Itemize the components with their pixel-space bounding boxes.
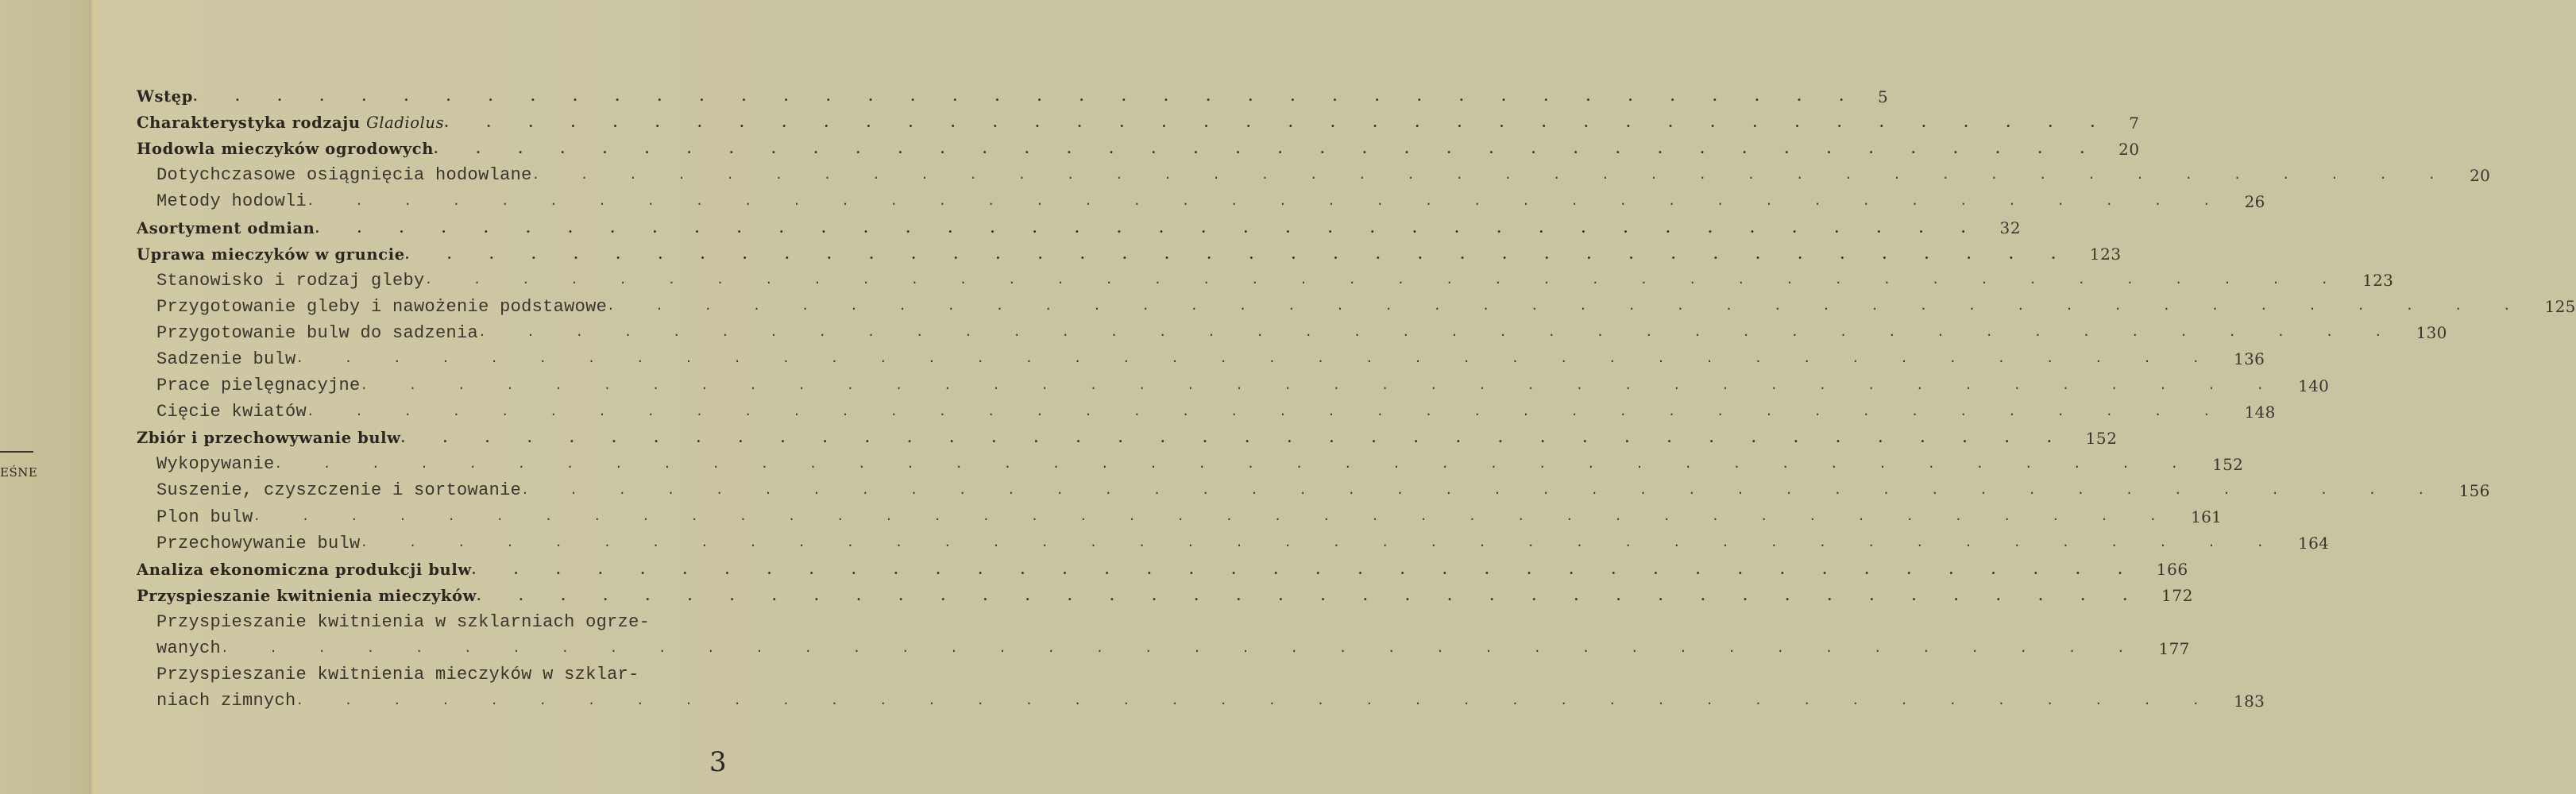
- divider-rule: [0, 451, 33, 453]
- toc-entry: [137, 372, 2330, 399]
- toc-entry: [137, 425, 2118, 451]
- toc-entry: [137, 530, 2330, 557]
- toc-entry-page: 26: [2244, 191, 2265, 211]
- toc-entry: [137, 477, 2490, 503]
- toc-entry-title: Hodowla mieczyków ogrodowych: [137, 140, 434, 159]
- dot-leader: . . . . . . . . . . . . . . . . . . . . . . . . . . . . . . . . . . . . . . . .: [531, 168, 2453, 183]
- toc-entry-page: 130: [2416, 323, 2447, 343]
- toc-entry-page: 177: [2158, 638, 2190, 658]
- toc-entry-title: Przygotowanie bulw do sadzenia: [156, 322, 479, 343]
- toc-entry-page: 20: [2470, 165, 2491, 185]
- toc-entry-page: 166: [2156, 560, 2188, 580]
- toc-entry-title: Wykopywanie: [156, 454, 275, 475]
- toc-entry: [137, 688, 2265, 714]
- toc-entry: [137, 557, 2188, 583]
- toc-entry: [137, 583, 2194, 609]
- dot-leader: . . . . . . . . . . . . . . . . . . . . . . . . . . . . . . . . . . . . . . . .: [274, 457, 2196, 472]
- left-page: [0, 0, 95, 794]
- toc-entry-title: Stanowisko i rodzaj gleby: [156, 270, 425, 291]
- left-page-text-fragment: EŚNE: [0, 465, 38, 480]
- toc-entry: [137, 609, 728, 635]
- dot-leader: . . . . . . . . . . . . . . . . . . . . . . . . . . . . . . . . . . . . . . . .: [192, 89, 1860, 105]
- dot-leader: . . . . . . . . . . . . . . . . . . . . . . . . . . . . . . . . . . . . . . . .: [471, 561, 2139, 577]
- toc-entry-page: 183: [2234, 691, 2265, 711]
- toc-entry-title: Dotychczasowe osiągnięcia hodowlane: [156, 165, 532, 186]
- toc-entry-page: 5: [1878, 87, 1889, 106]
- dot-leader: . . . . . . . . . . . . . . . . . . . . . . . . . . . . . . . . . . . . . . . .: [478, 326, 2399, 341]
- toc-entry-title: Wstęp: [137, 87, 193, 106]
- toc-entry: [137, 320, 2447, 346]
- toc-entry: [137, 214, 2022, 241]
- dot-leader: . . . . . . . . . . . . . . . . . . . . . . . . . . . . . . . . . . . . . . . .: [307, 404, 2227, 419]
- toc-entry-title: wanych: [156, 638, 222, 659]
- toc-entry-page: 164: [2298, 534, 2330, 553]
- toc-entry-title: Metody hodowli: [156, 191, 307, 212]
- toc-entry: [137, 83, 1889, 110]
- dot-leader: . . . . . . . . . . . . . . . . . . . . . . . . . . . . . . . . . . . . . . . .: [315, 220, 1983, 236]
- toc-entry-page: 148: [2244, 402, 2276, 422]
- toc-entry: [137, 399, 2276, 425]
- table-of-contents: [137, 83, 2576, 714]
- dot-leader: . . . . . . . . . . . . . . . . . . . . . . . . . . . . . . . . . . . . . . . .: [444, 115, 2112, 131]
- toc-entry: [137, 661, 728, 688]
- toc-entry: [137, 241, 2122, 268]
- dot-leader: . . . . . . . . . . . . . . . . . . . . . . . . . . . . . . . . . . . . . . . .: [221, 641, 2142, 656]
- toc-entry: [137, 110, 2140, 136]
- toc-entry-title: Przygotowanie gleby i nawożenie podstawowe: [156, 296, 608, 317]
- toc-entry-title: Zbiór i przechowywanie bulw: [137, 429, 401, 448]
- toc-entry: [137, 136, 2140, 162]
- toc-entry-page: 172: [2161, 586, 2194, 606]
- toc-entry-title: Suszenie, czyszczenie i sortowanie: [156, 480, 522, 501]
- dot-leader: . . . . . . . . . . . . . . . . . . . . . . . . . . . . . . . . . . . . . . . .: [360, 536, 2281, 551]
- dot-leader: . . . . . . . . . . . . . . . . . . . . . . . . . . . . . . . . . . . . . . . .: [295, 693, 2217, 708]
- toc-entry-title: Asortyment odmian: [137, 218, 315, 237]
- dot-leader: . . . . . . . . . . . . . . . . . . . . . . . . . . . . . . . . . . . . . . . .: [400, 430, 2068, 446]
- toc-entry-page: 140: [2298, 376, 2330, 395]
- toc-entry-title: Uprawa mieczyków w gruncie: [137, 245, 405, 264]
- toc-entry: [137, 162, 2491, 188]
- dot-leader: . . . . . . . . . . . . . . . . . . . . . . . . . . . . . . . . . . . . . . . .: [434, 141, 2102, 157]
- toc-entry-page: 156: [2458, 480, 2490, 500]
- toc-entry-page: 123: [2089, 245, 2122, 264]
- toc-entry: [137, 346, 2265, 372]
- toc-entry-page: 7: [2129, 113, 2140, 133]
- toc-entry-title-italic: Gladiolus: [366, 114, 445, 133]
- toc-entry-page: 20: [2118, 139, 2140, 159]
- dot-leader: . . . . . . . . . . . . . . . . . . . . . . . . . . . . . . . . . . . . . . . .: [404, 246, 2072, 262]
- toc-entry-title: Przyspieszanie kwitnienia mieczyków w szklar-: [156, 665, 639, 685]
- toc-entry-page: 32: [1999, 218, 2022, 238]
- toc-entry-title: Przyspieszanie kwitnienia mieczyków: [137, 586, 477, 605]
- toc-entry-title: Cięcie kwiatów: [156, 402, 307, 422]
- toc-entry-title: Przyspieszanie kwitnienia w szklarniach ogrze-: [156, 611, 651, 632]
- toc-entry-title: Charakterystyka rodzaju Gladiolus: [137, 114, 445, 133]
- toc-entry-title: Przechowywanie bulw: [156, 533, 361, 553]
- dot-leader: . . . . . . . . . . . . . . . . . . . . . . . . . . . . . . . . . . . . . . . .: [295, 352, 2217, 367]
- toc-entry-page: 152: [2085, 428, 2118, 448]
- dot-leader: . . . . . . . . . . . . . . . . . . . . . . . . . . . . . . . . . . . . . . . .: [424, 273, 2346, 288]
- dot-leader: . . . . . . . . . . . . . . . . . . . . . . . . . . . . . . . . . . . . . . . .: [521, 483, 2442, 498]
- toc-entry: [137, 635, 2190, 661]
- toc-entry-page: 125: [2544, 297, 2576, 317]
- toc-entry-title: Prace pielęgnacyjne: [156, 376, 361, 396]
- toc-entry: [137, 294, 2576, 320]
- toc-entry-title: Analiza ekonomiczna produkcji bulw: [137, 560, 472, 579]
- toc-entry: [137, 504, 2223, 530]
- toc-entry-page: 136: [2234, 349, 2265, 369]
- dot-leader: . . . . . . . . . . . . . . . . . . . . . . . . . . . . . . . . . . . . . . . .: [360, 378, 2281, 393]
- toc-entry-page: 161: [2191, 507, 2223, 527]
- page-number: 3: [709, 746, 727, 778]
- dot-leader: . . . . . . . . . . . . . . . . . . . . . . . . . . . . . . . . . . . . . . . .: [476, 588, 2145, 603]
- toc-entry: [137, 451, 2244, 477]
- toc-entry-title: niach zimnych: [156, 691, 296, 711]
- toc-entry-page: 152: [2212, 454, 2244, 474]
- toc-entry-page: 123: [2362, 271, 2394, 291]
- dot-leader: . . . . . . . . . . . . . . . . . . . . . . . . . . . . . . . . . . . . . . . .: [307, 194, 2227, 209]
- toc-entry-title: Sadzenie bulw: [156, 349, 296, 369]
- dot-leader: . . . . . . . . . . . . . . . . . . . . . . . . . . . . . . . . . . . . . . . .: [253, 510, 2174, 525]
- toc-entry-title: Plon bulw: [156, 507, 253, 527]
- toc-entry: [137, 268, 2394, 294]
- toc-entry: [137, 188, 2265, 214]
- dot-leader: . . . . . . . . . . . . . . . . . . . . . . . . . . . . . . . . . . . . . . . .: [607, 299, 2528, 314]
